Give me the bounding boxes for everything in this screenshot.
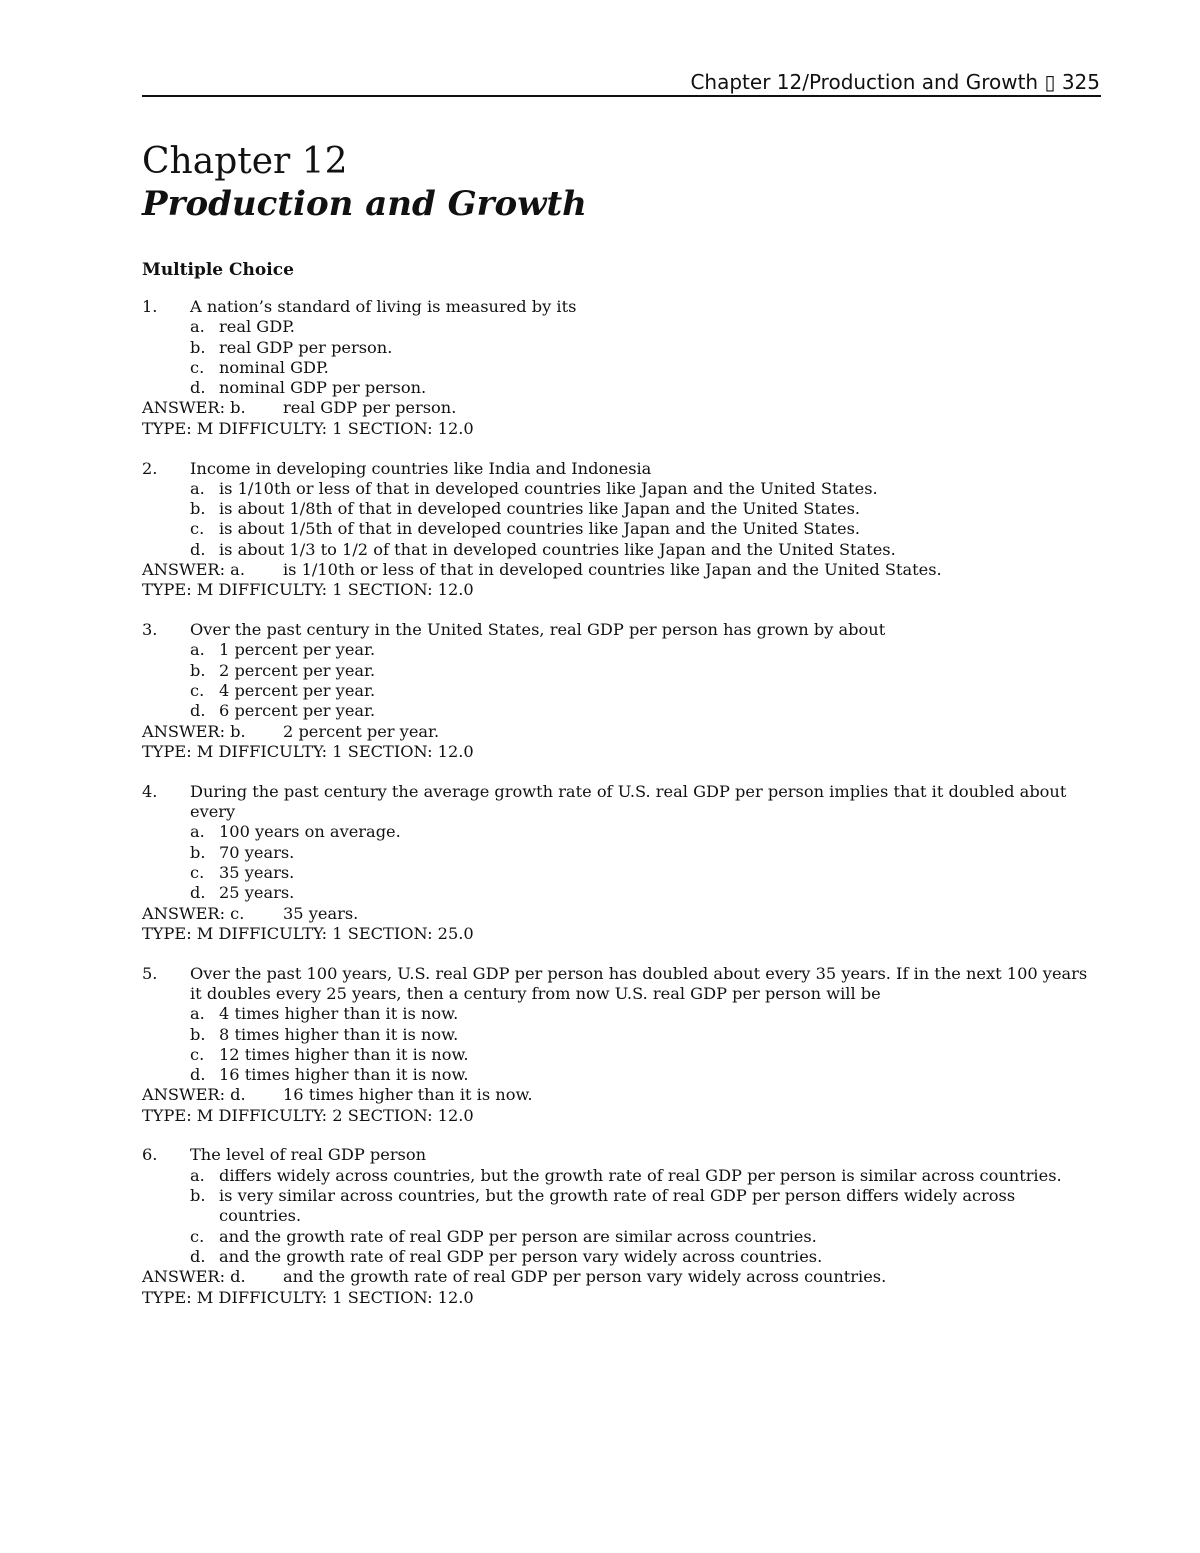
question-stem: Income in developing countries like India and Indonesia — [190, 458, 652, 478]
choice-letter: d. — [190, 883, 206, 903]
question-stem: Over the past century in the United States, real GDP per person has grown by about — [190, 620, 886, 640]
running-head: Chapter 12/Production and Growth ▯ 325 — [690, 70, 1100, 94]
choice-letter: c. — [190, 1044, 205, 1064]
choice-d — [142, 540, 1102, 560]
choice-letter: c. — [190, 519, 205, 539]
choice-letter: b. — [190, 1024, 206, 1044]
question-5 — [142, 964, 1102, 1126]
choice-letter: b. — [190, 1186, 206, 1206]
answer-label: ANSWER: d. — [142, 1085, 246, 1105]
choice-letter: d. — [190, 1246, 206, 1266]
question-number: 4. — [142, 781, 158, 801]
question-list — [142, 297, 1102, 1327]
choice-text: nominal GDP. — [219, 357, 329, 377]
choice-c — [142, 863, 1102, 883]
choice-letter: a. — [190, 1165, 205, 1185]
answer-text: 35 years. — [283, 903, 359, 923]
choice-letter: d. — [190, 701, 206, 721]
choice-a — [142, 479, 1102, 499]
question-number: 1. — [142, 297, 158, 316]
choice-letter: d. — [190, 539, 206, 559]
choice-letter: c. — [190, 357, 205, 377]
choice-a — [142, 640, 1102, 660]
choice-d — [142, 378, 1102, 398]
question-number: 2. — [142, 458, 158, 478]
choice-d — [142, 883, 1102, 903]
question-stem-row — [142, 782, 1102, 823]
choice-c — [142, 1227, 1102, 1247]
choice-text: 25 years. — [219, 883, 295, 903]
answer-label: ANSWER: a. — [142, 560, 245, 580]
question-meta: TYPE: M DIFFICULTY: 1 SECTION: 12.0 — [142, 580, 474, 600]
choice-d — [142, 701, 1102, 721]
question-stem-row — [142, 620, 1102, 640]
choice-c — [142, 681, 1102, 701]
choice-text: 35 years. — [219, 862, 295, 882]
choice-d — [142, 1247, 1102, 1267]
choice-text: and the growth rate of real GDP per person are similar across countries. — [219, 1226, 817, 1246]
choice-text: is 1/10th or less of that in developed countries like Japan and the United States. — [219, 478, 878, 498]
answer-text: is 1/10th or less of that in developed countries like Japan and the United States. — [283, 560, 942, 580]
answer-row — [142, 1085, 1102, 1105]
chapter-title: Production and Growth — [142, 184, 587, 224]
choice-letter: a. — [190, 317, 205, 337]
choice-text: is very similar across countries, but the growth rate of real GDP per person differs widely across countries. — [219, 1186, 1016, 1226]
choice-text: is about 1/8th of that in developed countries like Japan and the United States. — [219, 499, 861, 519]
choice-letter: d. — [190, 378, 206, 398]
question-1 — [142, 297, 1102, 439]
question-stem: A nation’s standard of living is measured by its — [190, 297, 577, 316]
question-4 — [142, 782, 1102, 944]
question-stem-row — [142, 964, 1102, 1005]
choice-text: 1 percent per year. — [219, 640, 376, 660]
answer-label: ANSWER: c. — [142, 903, 245, 923]
choice-b — [142, 338, 1102, 358]
choice-b — [142, 1186, 1102, 1227]
choice-text: 4 times higher than it is now. — [219, 1004, 459, 1024]
choice-letter: a. — [190, 478, 205, 498]
choice-c — [142, 1045, 1102, 1065]
choice-text: differs widely across countries, but the growth rate of real GDP per person is similar across countries. — [219, 1165, 1062, 1185]
choice-text: 8 times higher than it is now. — [219, 1024, 459, 1044]
answer-label: ANSWER: b. — [142, 398, 246, 418]
choice-a — [142, 1004, 1102, 1024]
question-stem: Over the past 100 years, U.S. real GDP per person has doubled about every 35 years. If in the next 100 years it doubles every 25 years, then a century from now U.S. real GDP per person will be — [190, 963, 1088, 1003]
choice-letter: a. — [190, 1004, 205, 1024]
question-meta: TYPE: M DIFFICULTY: 1 SECTION: 12.0 — [142, 1287, 474, 1307]
question-6 — [142, 1145, 1102, 1307]
choice-letter: c. — [190, 862, 205, 882]
choice-text: and the growth rate of real GDP per person vary widely across countries. — [219, 1246, 823, 1266]
choice-letter: b. — [190, 660, 206, 680]
choice-letter: a. — [190, 640, 205, 660]
answer-label: ANSWER: d. — [142, 1267, 246, 1287]
choice-b — [142, 661, 1102, 681]
choice-d — [142, 1065, 1102, 1085]
choice-text: 4 percent per year. — [219, 681, 376, 701]
choice-c — [142, 519, 1102, 539]
choice-letter: d. — [190, 1065, 206, 1085]
choice-letter: c. — [190, 681, 205, 701]
choice-letter: a. — [190, 822, 205, 842]
answer-text: and the growth rate of real GDP per person vary widely across countries. — [283, 1267, 887, 1287]
choice-text: nominal GDP per person. — [219, 378, 427, 398]
question-number: 6. — [142, 1145, 158, 1165]
question-meta: TYPE: M DIFFICULTY: 1 SECTION: 25.0 — [142, 923, 474, 943]
answer-text: 2 percent per year. — [283, 721, 440, 741]
question-meta: TYPE: M DIFFICULTY: 2 SECTION: 12.0 — [142, 1105, 474, 1125]
choice-a — [142, 1166, 1102, 1186]
answer-row — [142, 560, 1102, 580]
section-heading: Multiple Choice — [142, 260, 294, 280]
answer-row — [142, 1267, 1102, 1287]
answer-row — [142, 904, 1102, 924]
header-rule — [142, 95, 1101, 97]
choice-text: is about 1/3 to 1/2 of that in developed countries like Japan and the United States. — [219, 539, 896, 559]
answer-text: 16 times higher than it is now. — [283, 1085, 533, 1105]
answer-row — [142, 398, 1102, 418]
question-stem: The level of real GDP person — [190, 1145, 427, 1165]
choice-b — [142, 1025, 1102, 1045]
choice-text: 6 percent per year. — [219, 701, 376, 721]
question-meta: TYPE: M DIFFICULTY: 1 SECTION: 12.0 — [142, 741, 474, 761]
question-number: 3. — [142, 620, 158, 640]
chapter-number: Chapter 12 — [142, 141, 348, 182]
question-2 — [142, 459, 1102, 601]
choice-text: 70 years. — [219, 842, 295, 862]
choice-text: 12 times higher than it is now. — [219, 1044, 469, 1064]
choice-letter: b. — [190, 337, 206, 357]
choice-a — [142, 317, 1102, 337]
choice-letter: b. — [190, 499, 206, 519]
choice-text: real GDP. — [219, 317, 295, 337]
answer-text: real GDP per person. — [283, 398, 457, 418]
question-stem-row — [142, 297, 1102, 317]
choice-text: 100 years on average. — [219, 822, 401, 842]
choice-a — [142, 822, 1102, 842]
choice-text: 16 times higher than it is now. — [219, 1065, 469, 1085]
question-number: 5. — [142, 963, 158, 983]
question-stem-row — [142, 459, 1102, 479]
question-3 — [142, 620, 1102, 762]
question-stem-row — [142, 1145, 1102, 1165]
choice-b — [142, 499, 1102, 519]
choice-text: is about 1/5th of that in developed countries like Japan and the United States. — [219, 519, 861, 539]
choice-b — [142, 843, 1102, 863]
choice-letter: c. — [190, 1226, 205, 1246]
question-stem: During the past century the average growth rate of U.S. real GDP per person implies that it doubled about every — [190, 781, 1067, 822]
choice-c — [142, 358, 1102, 378]
choice-text: real GDP per person. — [219, 337, 393, 357]
choice-text: 2 percent per year. — [219, 660, 376, 680]
answer-row — [142, 722, 1102, 742]
answer-label: ANSWER: b. — [142, 721, 246, 741]
choice-letter: b. — [190, 842, 206, 862]
question-meta: TYPE: M DIFFICULTY: 1 SECTION: 12.0 — [142, 418, 474, 438]
